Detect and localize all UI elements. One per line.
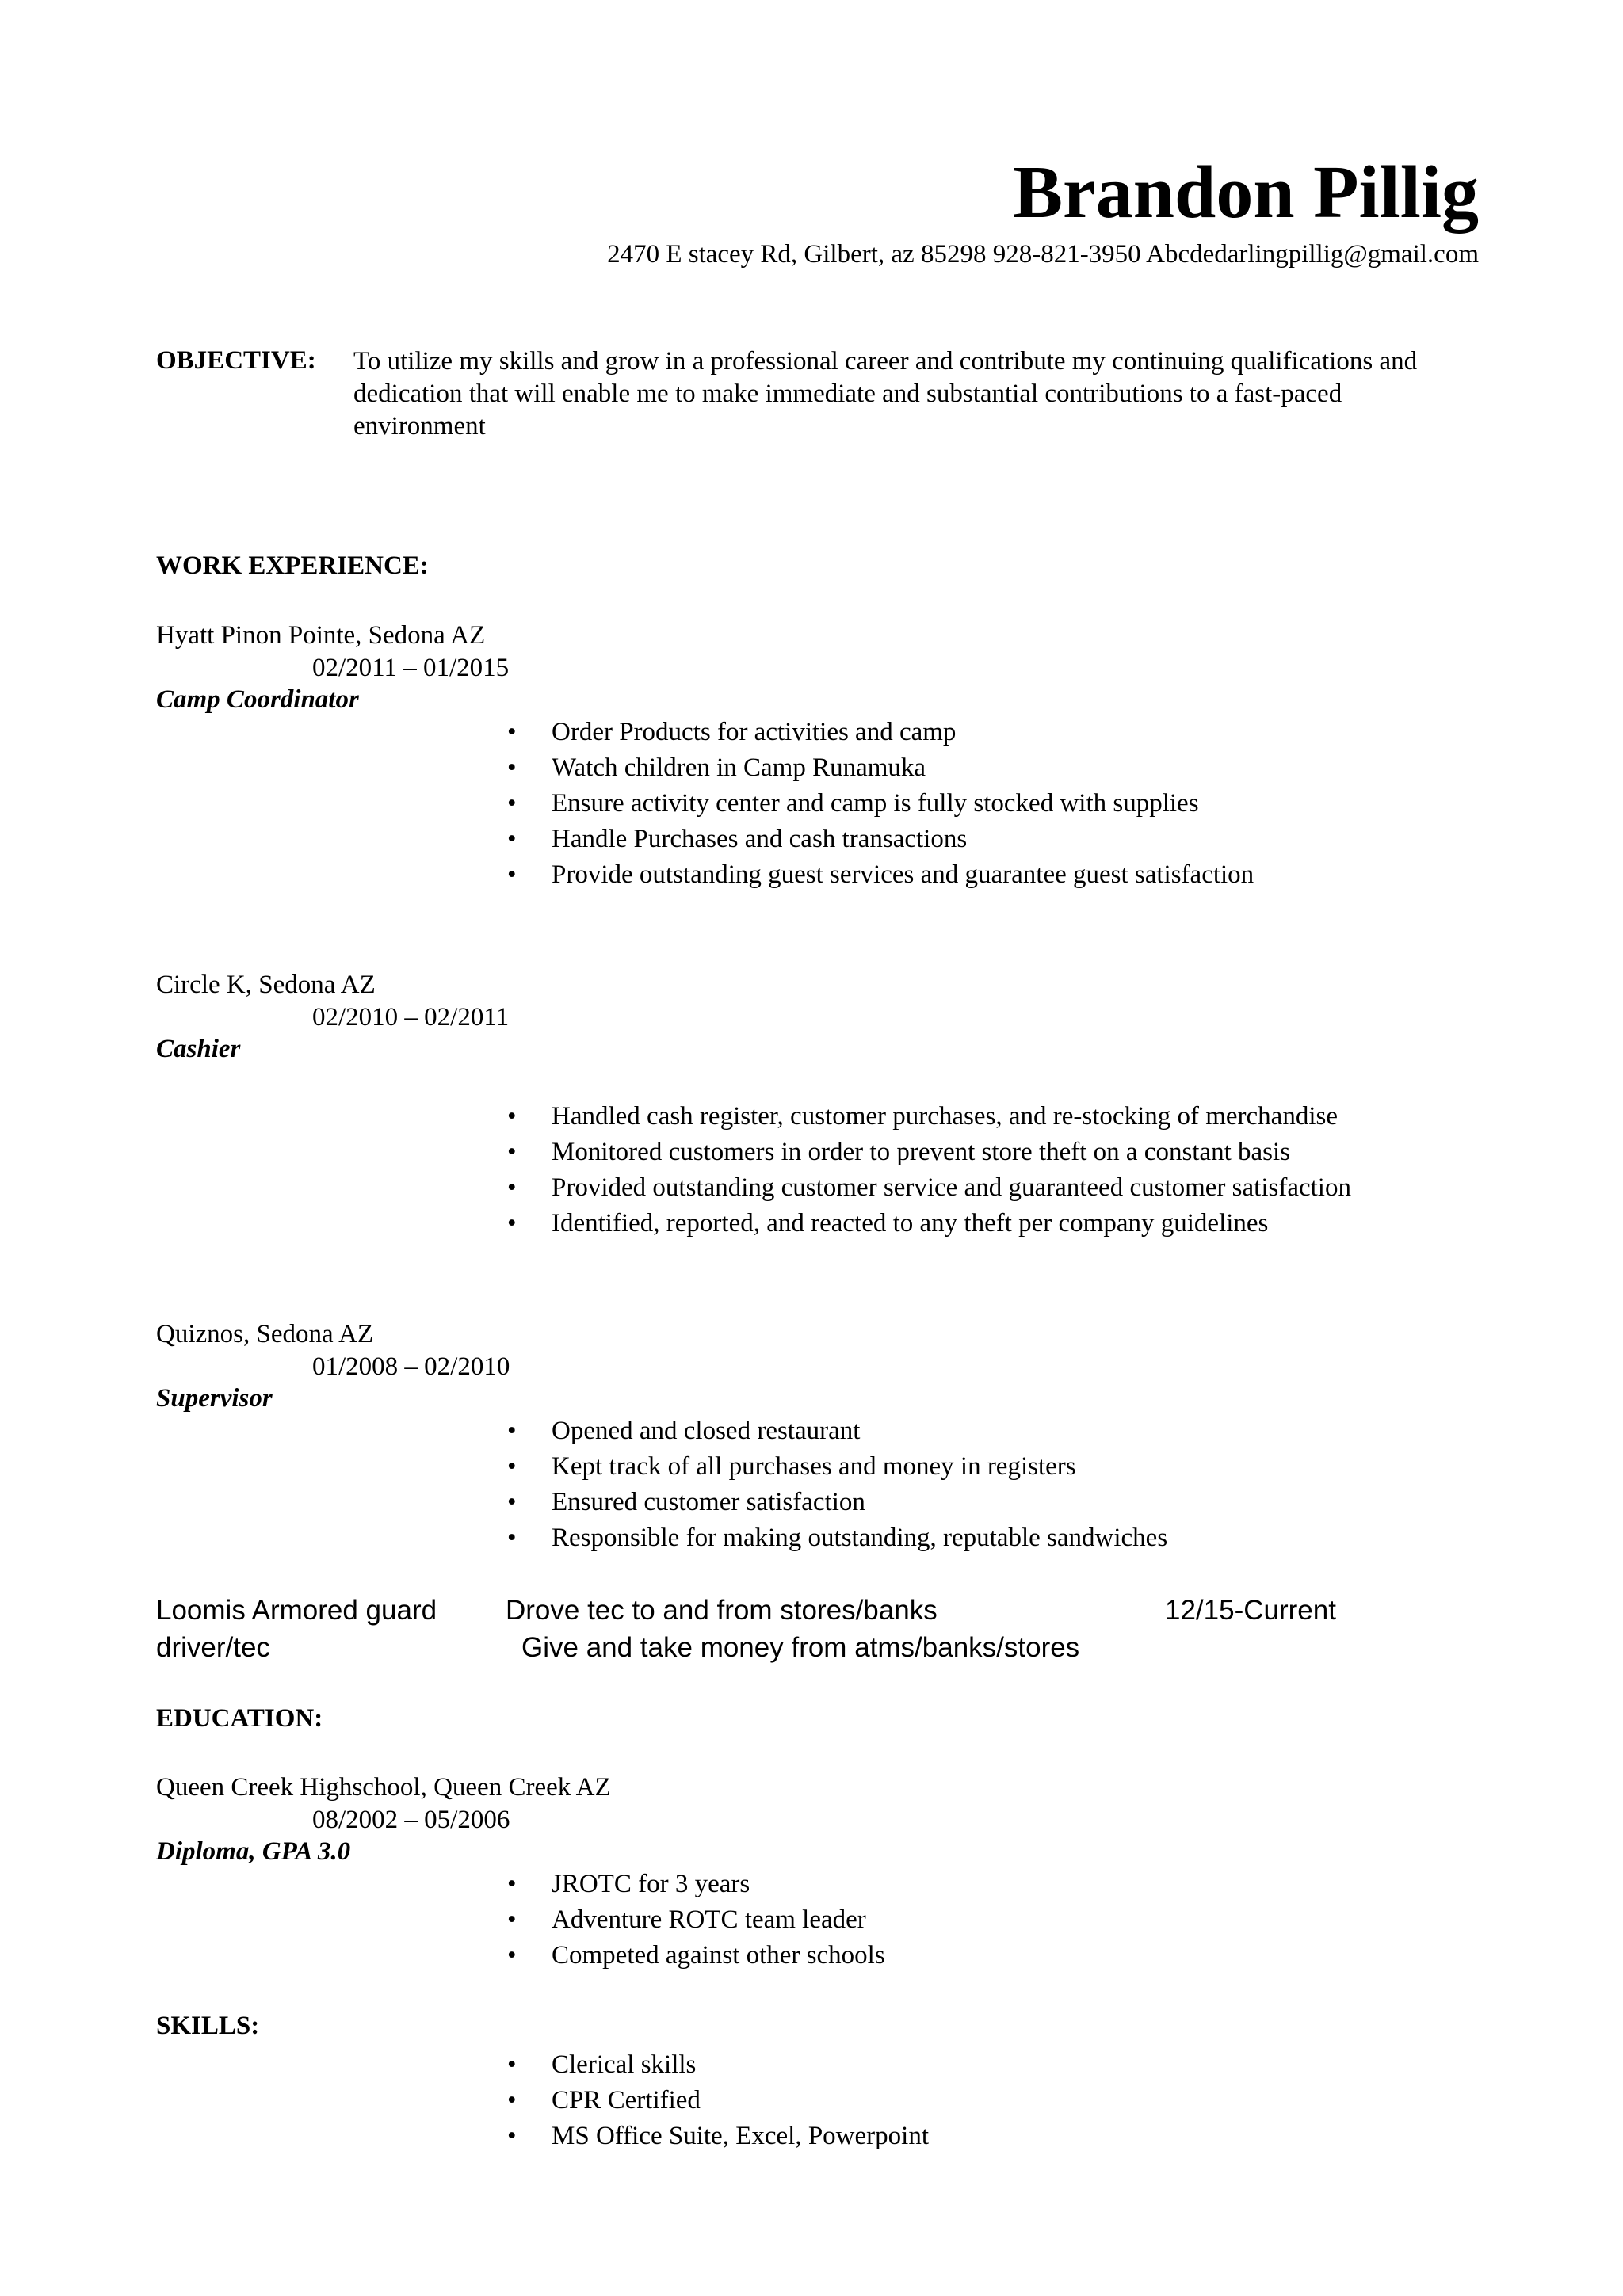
- list-item: • Handle Purchases and cash transactions: [507, 822, 1254, 857]
- contact-line: 2470 E stacey Rd, Gilbert, az 85298 928-821-3950 Abcdedarlingpillig@gmail.com: [607, 240, 1479, 269]
- job-duties-list: [507, 715, 1254, 893]
- job-duty: Drove tec to and from stores/banks: [506, 1595, 938, 1626]
- job-title: Cashier: [156, 1035, 241, 1063]
- list-item: • Ensured customer satisfaction: [507, 1485, 1167, 1520]
- objective-text: [353, 345, 1495, 443]
- employment-dates: 02/2010 – 02/2011: [312, 1003, 510, 1032]
- job-duty: Give and take money from atms/banks/stores: [521, 1632, 1080, 1663]
- list-item: • Clerical skills: [507, 2047, 929, 2083]
- applicant-name: Brandon Pillig: [1013, 151, 1479, 234]
- objective-line: To utilize my skills and grow in a professional career and contribute my continuing qualifications and: [353, 347, 1418, 376]
- degree: Diploma, GPA 3.0: [156, 1837, 351, 1866]
- list-item: • Identified, reported, and reacted to any theft per company guidelines: [507, 1206, 1351, 1241]
- list-item: • Provide outstanding guest services and guarantee guest satisfaction: [507, 857, 1254, 893]
- objective-heading: OBJECTIVE:: [156, 346, 316, 375]
- list-item: • Monitored customers in order to prevent store theft on a constant basis: [507, 1135, 1351, 1170]
- work-experience-heading: WORK EXPERIENCE:: [156, 551, 429, 580]
- list-item: • Order Products for activities and camp: [507, 715, 1254, 750]
- employer: Loomis Armored guard: [156, 1595, 437, 1626]
- education-dates: 08/2002 – 05/2006: [312, 1806, 510, 1834]
- employment-dates: 02/2011 – 01/2015: [312, 654, 510, 682]
- objective-line: dedication that will enable me to make immediate and substantial contributions to a fast-paced: [353, 379, 1342, 408]
- skills-list: [507, 2047, 929, 2154]
- objective-line: environment: [353, 412, 486, 441]
- list-item: • CPR Certified: [507, 2083, 929, 2119]
- list-item: • Handled cash register, customer purchases, and re-stocking of merchandise: [507, 1099, 1351, 1135]
- job-title: Camp Coordinator: [156, 685, 359, 714]
- job-duties-list: [507, 1413, 1167, 1556]
- job-title: Supervisor: [156, 1384, 273, 1413]
- employer: Hyatt Pinon Pointe, Sedona AZ: [156, 621, 486, 650]
- list-item: • Responsible for making outstanding, reputable sandwiches: [507, 1520, 1167, 1556]
- school: Queen Creek Highschool, Queen Creek AZ: [156, 1773, 611, 1802]
- list-item: • Adventure ROTC team leader: [507, 1902, 885, 1938]
- job-duties-list: [507, 1099, 1351, 1241]
- education-list: [507, 1867, 885, 1974]
- list-item: • Kept track of all purchases and money in registers: [507, 1449, 1167, 1485]
- skills-heading: SKILLS:: [156, 2012, 260, 2040]
- list-item: • Watch children in Camp Runamuka: [507, 750, 1254, 786]
- list-item: • Ensure activity center and camp is fully stocked with supplies: [507, 786, 1254, 822]
- list-item: • MS Office Suite, Excel, Powerpoint: [507, 2119, 929, 2154]
- list-item: • Competed against other schools: [507, 1938, 885, 1974]
- employer: Circle K, Sedona AZ: [156, 971, 376, 999]
- employment-dates: 01/2008 – 02/2010: [312, 1352, 510, 1381]
- employment-dates: 12/15-Current: [1165, 1595, 1336, 1626]
- list-item: • Opened and closed restaurant: [507, 1413, 1167, 1449]
- employer: Quiznos, Sedona AZ: [156, 1320, 374, 1348]
- list-item: • JROTC for 3 years: [507, 1867, 885, 1902]
- education-heading: EDUCATION:: [156, 1704, 323, 1733]
- employer-title: driver/tec: [156, 1632, 270, 1663]
- list-item: • Provided outstanding customer service and guaranteed customer satisfaction: [507, 1170, 1351, 1206]
